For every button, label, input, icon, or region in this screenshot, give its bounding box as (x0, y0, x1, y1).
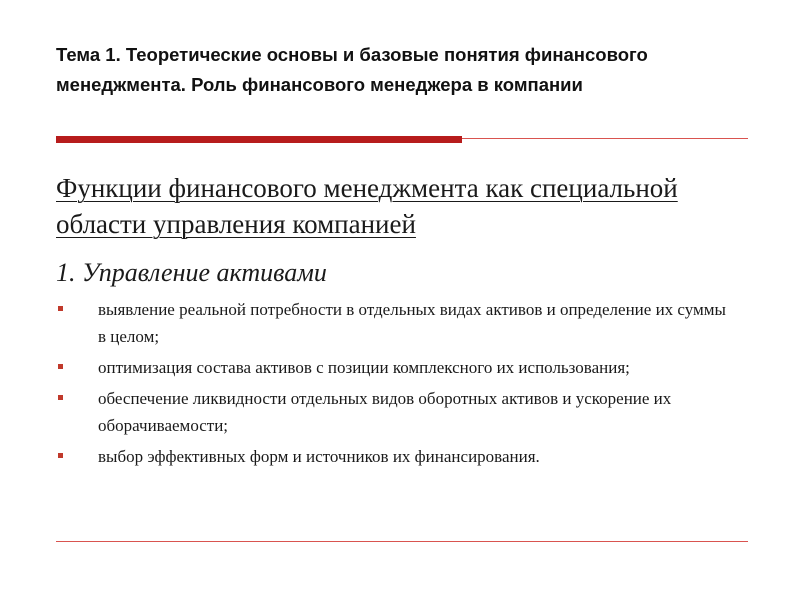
slide-title: Тема 1. Теоретические основы и базовые понятия финансового менеджмента. Роль финансового менеджера в компании (56, 44, 648, 95)
list-item-text: обеспечение ликвидности отдельных видов оборотных активов и ускорение их оборачиваемости; (98, 389, 672, 435)
square-bullet-icon (58, 364, 63, 369)
square-bullet-icon (58, 395, 63, 400)
bullet-list (56, 296, 736, 474)
square-bullet-icon (58, 306, 63, 311)
list-item (56, 385, 736, 439)
list-item (56, 354, 736, 381)
list-item (56, 443, 736, 470)
list-item-text: оптимизация состава активов с позиции комплексного их использования; (98, 358, 630, 377)
slide-subtitle: Функции финансового менеджмента как специальной области управления компанией (56, 173, 678, 239)
list-item-text: выбор эффективных форм и источников их финансирования. (98, 447, 540, 466)
list-item-text: выявление реальной потребности в отдельных видах активов и определение их суммы в целом; (98, 300, 726, 346)
list-item (56, 296, 736, 350)
title-accent-rule (56, 136, 462, 143)
square-bullet-icon (58, 453, 63, 458)
title-divider-line (462, 138, 748, 139)
section-heading: 1. Управление активами (56, 258, 327, 287)
footer-divider-line (56, 541, 748, 542)
